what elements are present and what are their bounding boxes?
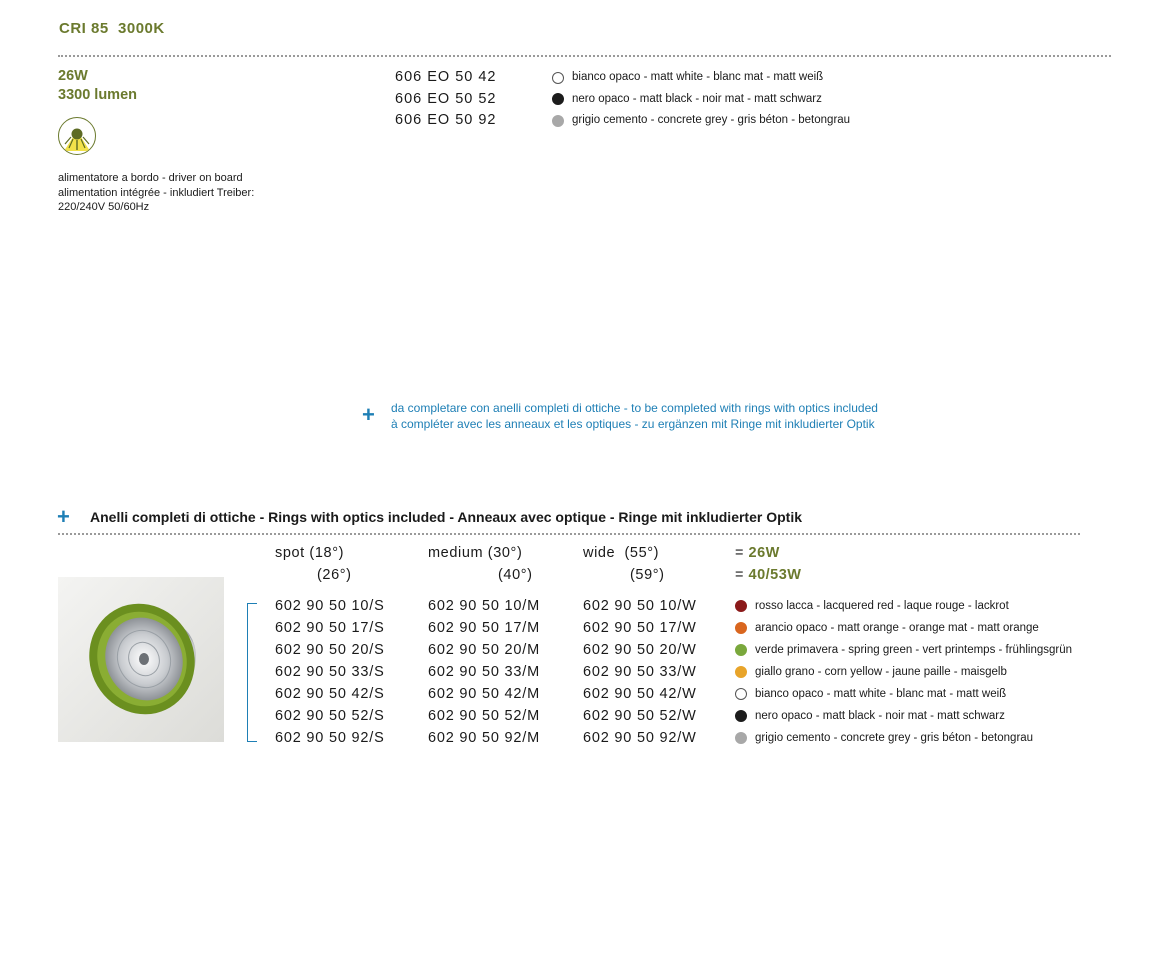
driver-info (58, 171, 254, 215)
color-swatch (735, 666, 747, 678)
ring-code: 602 90 50 20/W (583, 642, 697, 658)
finish-label: bianco opaco - matt white - blanc mat - matt weiß (755, 688, 1007, 700)
ring-code: 602 90 50 20/S (275, 642, 385, 658)
ring-code: 602 90 50 52/S (275, 708, 385, 724)
wide-subheading: (59°) (630, 567, 665, 583)
finish-row (552, 67, 850, 89)
code-bracket (247, 603, 257, 742)
wattage-value: 26W (748, 545, 780, 561)
medium-code-column (428, 595, 540, 749)
power-specs (58, 67, 137, 105)
product-codes (395, 67, 497, 132)
wide-heading: wide (55°) (583, 545, 660, 561)
ring-code: 602 90 50 10/W (583, 598, 697, 614)
finish-row (735, 661, 1072, 683)
finish-label: bianco opaco - matt white - blanc mat - matt weiß (572, 71, 824, 83)
note-line-2: à compléter avec les anneaux et les optiques - zu ergänzen mit Ringe mit inkludierter Optik (391, 416, 875, 431)
finish-row (735, 705, 1072, 727)
color-swatch (735, 622, 747, 634)
spot-code-column (275, 595, 385, 749)
ring-code: 602 90 50 10/S (275, 598, 385, 614)
ring-code: 602 90 50 42/W (583, 686, 697, 702)
wattage-equivalence-1 (735, 545, 780, 561)
header-divider (58, 55, 1111, 57)
note-line-1: da completare con anelli completi di ottiche - to be completed with rings with optics included (391, 401, 878, 415)
wide-code-column (583, 595, 697, 749)
ring-code: 602 90 50 20/M (428, 642, 540, 658)
medium-subheading: (40°) (498, 567, 533, 583)
finish-label: rosso lacca - lacquered red - laque rouge - lackrot (755, 600, 1009, 612)
ring-code: 602 90 50 17/M (428, 620, 540, 636)
finish-row (735, 639, 1072, 661)
finish-label: nero opaco - matt black - noir mat - matt schwarz (572, 92, 822, 105)
finish-list (552, 67, 850, 132)
driver-line: 220/240V 50/60Hz (58, 201, 150, 213)
wattage-value: 40/53W (748, 567, 802, 583)
finish-row (552, 110, 850, 132)
header-title: CRI 85 3000K (59, 20, 165, 37)
power-value: 26W (58, 68, 88, 84)
ring-code: 602 90 50 33/M (428, 664, 540, 680)
product-code: 606 EO 50 42 (395, 69, 497, 85)
finish-label: grigio cemento - concrete grey - gris béton - betongrau (572, 114, 851, 126)
ring-code: 602 90 50 92/M (428, 730, 540, 746)
spotlight-icon (58, 117, 96, 155)
rings-section-title: Anelli completi di ottiche - Rings with optics included - Anneaux avec optique - Ringe mit inkludierter Optik (90, 509, 802, 525)
driver-line: alimentation intégrée - inkludiert Treiber: (58, 186, 255, 199)
color-swatch (735, 600, 747, 612)
finish-row (735, 683, 1072, 705)
color-swatch (552, 93, 564, 105)
ring-product-photo (58, 577, 224, 742)
ring-code: 602 90 50 92/W (583, 730, 697, 746)
rings-divider (58, 533, 1080, 535)
finish-row (735, 595, 1072, 617)
color-swatch (735, 732, 747, 744)
finish-label: nero opaco - matt black - noir mat - matt schwarz (755, 710, 1005, 722)
spot-subheading: (26°) (317, 567, 352, 583)
color-swatch (552, 115, 564, 127)
product-code: 606 EO 50 92 (395, 112, 497, 128)
ring-code: 602 90 50 10/M (428, 598, 540, 614)
color-swatch (735, 710, 747, 722)
ring-code: 602 90 50 52/M (428, 708, 540, 724)
plus-icon: + (362, 402, 375, 427)
equals-sign: = (735, 567, 744, 583)
ring-code: 602 90 50 92/S (275, 730, 385, 746)
wattage-equivalence-2 (735, 567, 801, 583)
ring-code: 602 90 50 33/S (275, 664, 385, 680)
finish-label: giallo grano - corn yellow - jaune paille - maisgelb (755, 666, 1007, 678)
ring-code: 602 90 50 52/W (583, 708, 697, 724)
ring-code: 602 90 50 17/W (583, 620, 697, 636)
ring-code: 602 90 50 33/W (583, 664, 697, 680)
ring-code: 602 90 50 17/S (275, 620, 385, 636)
driver-line: alimentatore a bordo - driver on board (58, 172, 243, 184)
finish-row (552, 89, 850, 111)
finish-row (735, 727, 1072, 749)
plus-icon: + (57, 504, 70, 529)
product-code: 606 EO 50 52 (395, 90, 497, 107)
medium-heading: medium (30°) (428, 545, 523, 561)
color-swatch (735, 688, 747, 700)
ring-code: 602 90 50 42/S (275, 686, 385, 702)
ring-code: 602 90 50 42/M (428, 686, 540, 702)
ring-finish-list (735, 595, 1072, 749)
finish-label: arancio opaco - matt orange - orange mat - matt orange (755, 622, 1039, 634)
color-swatch (552, 72, 564, 84)
color-swatch (735, 644, 747, 656)
lumen-value: 3300 lumen (58, 87, 137, 103)
finish-label: grigio cemento - concrete grey - gris béton - betongrau (755, 732, 1034, 744)
finish-label: verde primavera - spring green - vert printemps - frühlingsgrün (755, 644, 1073, 656)
finish-row (735, 617, 1072, 639)
note-text (391, 401, 878, 432)
equals-sign: = (735, 545, 744, 561)
spot-heading: spot (18°) (275, 545, 345, 561)
